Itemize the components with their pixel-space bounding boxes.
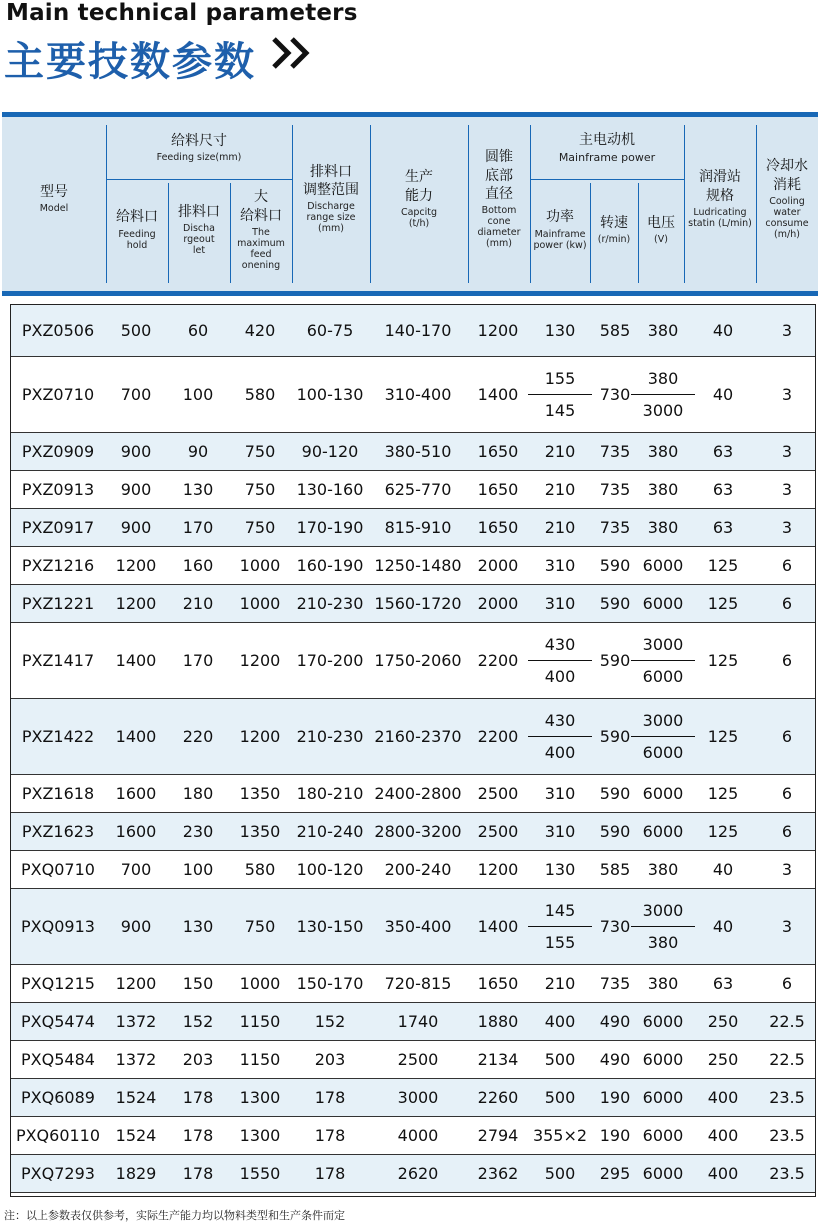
header-cooling-water: 冷却水 消耗 Cooling water consume (m/h) <box>765 158 809 240</box>
cell-feed: 900 <box>120 917 152 936</box>
cell-feed: 900 <box>120 442 152 461</box>
cell-feed: 1200 <box>115 594 157 613</box>
fraction-value <box>631 635 695 686</box>
table-row <box>11 965 815 1003</box>
table-row <box>11 509 815 547</box>
value-lower: 400 <box>544 667 576 686</box>
cell-discharge: 230 <box>182 822 214 841</box>
cell-discharge: 160 <box>182 556 214 575</box>
cell-speed: 735 <box>599 974 631 993</box>
value-lower: 400 <box>544 743 576 762</box>
cell-speed: 490 <box>599 1012 631 1031</box>
table-row <box>11 547 815 585</box>
cell-model: PXZ0909 <box>21 442 95 461</box>
cell-lube: 40 <box>712 917 734 936</box>
cell-model: PXZ0917 <box>21 518 95 537</box>
cell-speed: 730 <box>599 917 631 936</box>
table-row <box>11 851 815 889</box>
cell-model: PXZ0913 <box>21 480 95 499</box>
cell-capacity: 350-400 <box>384 917 452 936</box>
cell-voltage: 380 <box>647 518 679 537</box>
cell-cool: 3 <box>781 385 793 404</box>
header-max-feed: 大 给料口 The maximum feed onening <box>237 189 285 271</box>
cell-voltage <box>639 357 687 432</box>
fraction-value <box>528 635 592 686</box>
cell-voltage: 6000 <box>642 1126 684 1145</box>
cell-model: PXQ5484 <box>21 1050 95 1069</box>
cell-range: 210-240 <box>296 822 364 841</box>
cell-model: PXQ60110 <box>15 1126 101 1145</box>
cell-discharge: 178 <box>182 1126 214 1145</box>
cell-cool: 6 <box>781 974 793 993</box>
cell-model: PXZ0710 <box>21 385 95 404</box>
cell-cool: 3 <box>781 480 793 499</box>
cell-range: 130-150 <box>296 917 364 936</box>
cell-range: 178 <box>314 1126 346 1145</box>
cell-model: PXQ7293 <box>21 1164 95 1183</box>
cell-model: PXZ1618 <box>21 784 95 803</box>
cell-discharge: 178 <box>182 1088 214 1107</box>
cell-range: 178 <box>314 1088 346 1107</box>
cell-model: PXZ1221 <box>21 594 95 613</box>
cell-capacity: 2500 <box>397 1050 439 1069</box>
header-discharge-outlet: 排料口 Discha rgeout let <box>178 204 220 257</box>
cell-power: 500 <box>544 1088 576 1107</box>
cell-range: 100-130 <box>296 385 364 404</box>
cell-model: PXZ1422 <box>21 727 95 746</box>
fraction-value <box>528 901 592 952</box>
cell-voltage: 6000 <box>642 822 684 841</box>
cell-speed: 590 <box>599 594 631 613</box>
cell-cool: 23.5 <box>769 1088 805 1107</box>
value-upper: 145 <box>544 901 576 920</box>
cell-maxfeed: 1150 <box>239 1050 281 1069</box>
cell-maxfeed: 750 <box>244 480 276 499</box>
cell-model: PXZ1623 <box>21 822 95 841</box>
cell-discharge: 178 <box>182 1164 214 1183</box>
cell-speed: 585 <box>599 321 631 340</box>
cell-capacity: 140-170 <box>384 321 452 340</box>
cell-lube: 400 <box>707 1126 739 1145</box>
cell-power: 130 <box>544 321 576 340</box>
cell-cone: 2200 <box>477 651 519 670</box>
cell-speed: 735 <box>599 518 631 537</box>
table-row <box>11 1155 815 1193</box>
cell-maxfeed: 1300 <box>239 1088 281 1107</box>
cell-lube: 125 <box>707 651 739 670</box>
cell-model: PXZ1216 <box>21 556 95 575</box>
cell-lube: 125 <box>707 822 739 841</box>
cell-maxfeed: 1550 <box>239 1164 281 1183</box>
cell-speed: 735 <box>599 480 631 499</box>
cell-feed: 700 <box>120 385 152 404</box>
cell-capacity: 1740 <box>397 1012 439 1031</box>
cell-range: 152 <box>314 1012 346 1031</box>
header-feed-hold: 给料口 Feeding hold <box>116 209 158 251</box>
cell-range: 178 <box>314 1164 346 1183</box>
cell-model: PXQ0913 <box>21 917 95 936</box>
title-en: Main technical parameters <box>6 0 358 26</box>
cell-capacity: 2620 <box>397 1164 439 1183</box>
cell-cool: 3 <box>781 917 793 936</box>
cell-voltage: 6000 <box>642 556 684 575</box>
cell-lube: 125 <box>707 594 739 613</box>
cell-model: PXQ1215 <box>21 974 95 993</box>
cell-cool: 6 <box>781 556 793 575</box>
cell-cool: 3 <box>781 518 793 537</box>
cell-feed: 1829 <box>115 1164 157 1183</box>
header-main-motor: 主电动机 Mainframe power <box>558 132 656 165</box>
cell-maxfeed: 750 <box>244 917 276 936</box>
cell-voltage: 6000 <box>642 1088 684 1107</box>
value-upper: 3000 <box>642 901 684 920</box>
cell-range: 90-120 <box>301 442 359 461</box>
cell-maxfeed: 1350 <box>239 822 281 841</box>
cell-lube: 250 <box>707 1012 739 1031</box>
table-row <box>11 433 815 471</box>
value-lower: 3000 <box>642 401 684 420</box>
cell-power: 130 <box>544 860 576 879</box>
table-row <box>11 699 815 775</box>
cell-range: 130-160 <box>296 480 364 499</box>
cell-cool: 6 <box>781 594 793 613</box>
cell-power: 210 <box>544 442 576 461</box>
cell-power: 310 <box>544 784 576 803</box>
header-model: 型号 Model <box>39 183 69 215</box>
table-row <box>11 775 815 813</box>
cell-voltage: 6000 <box>642 784 684 803</box>
value-lower: 380 <box>647 933 679 952</box>
cell-model: PXQ5474 <box>21 1012 95 1031</box>
value-lower: 155 <box>544 933 576 952</box>
cell-capacity: 2400-2800 <box>374 784 462 803</box>
header-power: 功率 Mainframe power (kw) <box>533 209 587 251</box>
cell-power <box>529 889 591 964</box>
table-row <box>11 305 815 357</box>
value-lower: 6000 <box>642 667 684 686</box>
cell-voltage <box>639 889 687 964</box>
header-capacity: 生产 能力 Capcitg (t/h) <box>400 169 438 229</box>
cell-capacity: 4000 <box>397 1126 439 1145</box>
cell-voltage: 6000 <box>642 1050 684 1069</box>
cell-power: 210 <box>544 974 576 993</box>
cell-cool: 22.5 <box>769 1050 805 1069</box>
cell-cone: 1880 <box>477 1012 519 1031</box>
cell-cone: 1400 <box>477 385 519 404</box>
cell-speed: 590 <box>599 651 631 670</box>
cell-discharge: 170 <box>182 518 214 537</box>
cell-feed: 1524 <box>115 1088 157 1107</box>
cell-discharge: 150 <box>182 974 214 993</box>
cell-range: 160-190 <box>296 556 364 575</box>
cell-maxfeed: 1000 <box>239 594 281 613</box>
cell-voltage: 380 <box>647 321 679 340</box>
cell-maxfeed: 580 <box>244 860 276 879</box>
cell-feed: 500 <box>120 321 152 340</box>
value-lower: 6000 <box>642 743 684 762</box>
value-upper: 430 <box>544 711 576 730</box>
cell-capacity: 625-770 <box>384 480 452 499</box>
value-lower: 145 <box>544 401 576 420</box>
cell-speed: 735 <box>599 442 631 461</box>
cell-power: 210 <box>544 518 576 537</box>
cell-speed: 490 <box>599 1050 631 1069</box>
cell-cone: 1200 <box>477 321 519 340</box>
cell-model: PXQ6089 <box>21 1088 95 1107</box>
cell-lube: 63 <box>712 518 734 537</box>
cell-cool: 3 <box>781 442 793 461</box>
cell-feed: 700 <box>120 860 152 879</box>
value-upper: 3000 <box>642 635 684 654</box>
cell-voltage: 6000 <box>642 594 684 613</box>
cell-lube: 63 <box>712 480 734 499</box>
cell-speed: 190 <box>599 1088 631 1107</box>
cell-feed: 1524 <box>115 1126 157 1145</box>
cell-cool: 3 <box>781 860 793 879</box>
cell-voltage <box>639 699 687 774</box>
cell-maxfeed: 1150 <box>239 1012 281 1031</box>
cell-lube: 125 <box>707 556 739 575</box>
cell-voltage: 380 <box>647 860 679 879</box>
header-discharge-range: 排料口 调整范围 Discharge range size (mm) <box>303 163 359 235</box>
cell-cone: 1200 <box>477 860 519 879</box>
cell-cool: 6 <box>781 651 793 670</box>
cell-maxfeed: 1000 <box>239 974 281 993</box>
table-row <box>11 889 815 965</box>
cell-speed: 590 <box>599 556 631 575</box>
cell-cone: 1650 <box>477 480 519 499</box>
cell-maxfeed: 1350 <box>239 784 281 803</box>
cell-maxfeed: 1000 <box>239 556 281 575</box>
cell-discharge: 100 <box>182 860 214 879</box>
cell-cone: 2500 <box>477 822 519 841</box>
cell-capacity: 720-815 <box>384 974 452 993</box>
cell-cone: 2000 <box>477 594 519 613</box>
cell-cone: 2794 <box>477 1126 519 1145</box>
cell-maxfeed: 1200 <box>239 727 281 746</box>
cell-lube: 40 <box>712 321 734 340</box>
cell-cone: 1650 <box>477 974 519 993</box>
value-upper: 155 <box>544 369 576 388</box>
cell-feed: 1200 <box>115 556 157 575</box>
cell-cool: 6 <box>781 727 793 746</box>
cell-feed: 1400 <box>115 651 157 670</box>
double-chevron-icon <box>270 36 318 70</box>
cell-power: 310 <box>544 556 576 575</box>
cell-lube: 125 <box>707 784 739 803</box>
cell-voltage: 380 <box>647 442 679 461</box>
cell-cone: 2000 <box>477 556 519 575</box>
cell-feed: 1372 <box>115 1012 157 1031</box>
table-row <box>11 471 815 509</box>
cell-cool: 23.5 <box>769 1164 805 1183</box>
cell-discharge: 203 <box>182 1050 214 1069</box>
fraction-value <box>631 711 695 762</box>
table-row <box>11 813 815 851</box>
cell-range: 170-190 <box>296 518 364 537</box>
cell-power: 310 <box>544 594 576 613</box>
cell-power: 210 <box>544 480 576 499</box>
cell-discharge: 90 <box>187 442 209 461</box>
cell-lube: 63 <box>712 974 734 993</box>
table-row <box>11 1003 815 1041</box>
cell-discharge: 130 <box>182 480 214 499</box>
cell-power <box>529 699 591 774</box>
cell-cone: 2134 <box>477 1050 519 1069</box>
cell-cone: 1650 <box>477 442 519 461</box>
cell-feed: 1372 <box>115 1050 157 1069</box>
table-header <box>2 112 818 296</box>
cell-maxfeed: 580 <box>244 385 276 404</box>
cell-discharge: 180 <box>182 784 214 803</box>
cell-voltage: 6000 <box>642 1012 684 1031</box>
cell-power: 355×2 <box>532 1126 588 1145</box>
cell-range: 170-200 <box>296 651 364 670</box>
cell-feed: 1200 <box>115 974 157 993</box>
cell-speed: 585 <box>599 860 631 879</box>
cell-cone: 2260 <box>477 1088 519 1107</box>
cell-feed: 900 <box>120 480 152 499</box>
footnote: 注：以上参数表仅供参考，实际生产能力均以物料类型和生产条件而定 <box>4 1209 345 1222</box>
cell-speed: 590 <box>599 727 631 746</box>
cell-range: 60-75 <box>306 321 354 340</box>
cell-cool: 6 <box>781 822 793 841</box>
cell-power <box>529 357 591 432</box>
cell-range: 210-230 <box>296 594 364 613</box>
cell-cone: 2500 <box>477 784 519 803</box>
cell-capacity: 1560-1720 <box>374 594 462 613</box>
header-speed: 转速 (r/min) <box>597 214 631 246</box>
cell-cone: 2200 <box>477 727 519 746</box>
table-body <box>10 304 816 1197</box>
cell-capacity: 380-510 <box>384 442 452 461</box>
cell-capacity: 2160-2370 <box>374 727 462 746</box>
cell-lube: 400 <box>707 1088 739 1107</box>
cell-discharge: 210 <box>182 594 214 613</box>
cell-maxfeed: 1200 <box>239 651 281 670</box>
cell-power: 400 <box>544 1012 576 1031</box>
cell-speed: 730 <box>599 385 631 404</box>
cell-cone: 1400 <box>477 917 519 936</box>
cell-range: 150-170 <box>296 974 364 993</box>
cell-power: 500 <box>544 1050 576 1069</box>
fraction-value <box>631 369 695 420</box>
cell-range: 100-120 <box>296 860 364 879</box>
cell-lube: 40 <box>712 385 734 404</box>
cell-power: 310 <box>544 822 576 841</box>
fraction-value <box>528 369 592 420</box>
cell-discharge: 152 <box>182 1012 214 1031</box>
cell-feed: 1600 <box>115 822 157 841</box>
cell-range: 210-230 <box>296 727 364 746</box>
cell-lube: 400 <box>707 1164 739 1183</box>
cell-discharge: 170 <box>182 651 214 670</box>
cell-cone: 2362 <box>477 1164 519 1183</box>
cell-lube: 63 <box>712 442 734 461</box>
cell-cone: 1650 <box>477 518 519 537</box>
cell-discharge: 60 <box>187 321 209 340</box>
cell-capacity: 310-400 <box>384 385 452 404</box>
cell-speed: 190 <box>599 1126 631 1145</box>
fraction-value <box>528 711 592 762</box>
title-cn: 主要技数参数 <box>4 39 256 85</box>
cell-capacity: 1750-2060 <box>374 651 462 670</box>
cell-discharge: 100 <box>182 385 214 404</box>
cell-model: PXZ0506 <box>21 321 95 340</box>
cell-range: 203 <box>314 1050 346 1069</box>
value-upper: 3000 <box>642 711 684 730</box>
table-row <box>11 357 815 433</box>
header-lubrication: 润滑站 规格 Ludricating statin (L/min) <box>688 169 752 229</box>
cell-capacity: 1250-1480 <box>374 556 462 575</box>
table-row <box>11 623 815 699</box>
cell-discharge: 130 <box>182 917 214 936</box>
cell-lube: 250 <box>707 1050 739 1069</box>
cell-maxfeed: 750 <box>244 518 276 537</box>
header-cone-diameter: 圆锥 底部 直径 Bottom cone diameter (mm) <box>477 149 521 249</box>
cell-model: PXZ1417 <box>21 651 95 670</box>
cell-cool: 22.5 <box>769 1012 805 1031</box>
cell-voltage <box>639 623 687 698</box>
cell-cool: 3 <box>781 321 793 340</box>
table-row <box>11 585 815 623</box>
cell-speed: 295 <box>599 1164 631 1183</box>
cell-voltage: 380 <box>647 480 679 499</box>
header-voltage: 电压 (V) <box>647 214 675 246</box>
header-feeding-size: 给料尺寸 Feeding size(mm) <box>156 132 242 164</box>
cell-feed: 1400 <box>115 727 157 746</box>
cell-capacity: 200-240 <box>384 860 452 879</box>
cell-speed: 590 <box>599 822 631 841</box>
cell-power <box>529 623 591 698</box>
cell-range: 180-210 <box>296 784 364 803</box>
table-row <box>11 1041 815 1079</box>
cell-capacity: 815-910 <box>384 518 452 537</box>
cell-lube: 125 <box>707 727 739 746</box>
cell-discharge: 220 <box>182 727 214 746</box>
cell-cool: 23.5 <box>769 1126 805 1145</box>
cell-maxfeed: 750 <box>244 442 276 461</box>
table-row <box>11 1079 815 1117</box>
cell-capacity: 3000 <box>397 1088 439 1107</box>
cell-feed: 900 <box>120 518 152 537</box>
cell-voltage: 6000 <box>642 1164 684 1183</box>
fraction-value <box>631 901 695 952</box>
cell-feed: 1600 <box>115 784 157 803</box>
value-upper: 430 <box>544 635 576 654</box>
cell-model: PXQ0710 <box>21 860 95 879</box>
cell-voltage: 380 <box>647 974 679 993</box>
cell-speed: 590 <box>599 784 631 803</box>
value-upper: 380 <box>647 369 679 388</box>
cell-power: 500 <box>544 1164 576 1183</box>
cell-cool: 6 <box>781 784 793 803</box>
cell-capacity: 2800-3200 <box>374 822 462 841</box>
cell-lube: 40 <box>712 860 734 879</box>
cell-maxfeed: 420 <box>244 321 276 340</box>
cell-maxfeed: 1300 <box>239 1126 281 1145</box>
table-row <box>11 1117 815 1155</box>
